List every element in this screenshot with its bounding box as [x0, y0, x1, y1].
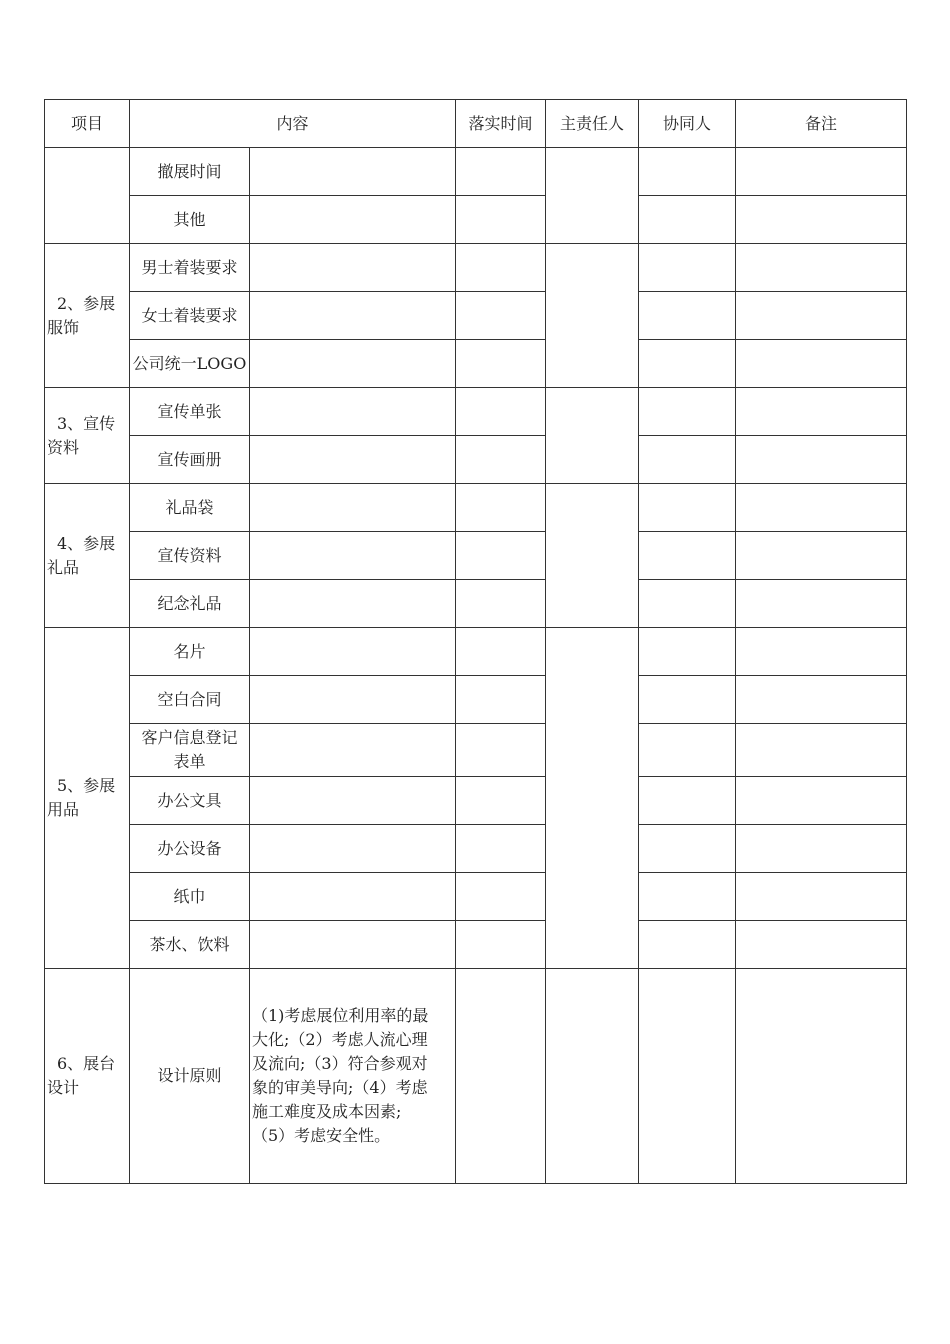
assistant-cell	[639, 148, 736, 196]
time-cell	[456, 676, 546, 724]
content-cell	[250, 825, 456, 873]
sub-item-cell: 礼品袋	[130, 484, 250, 532]
group-label-line: 2、参展	[57, 293, 116, 313]
time-cell	[456, 196, 546, 244]
table-row	[45, 777, 907, 825]
owner-cell	[546, 969, 639, 1184]
group-label-line: 5、参展	[57, 776, 116, 795]
time-cell	[456, 580, 546, 628]
content-cell	[250, 532, 456, 580]
remarks-cell	[736, 969, 907, 1184]
remarks-cell	[736, 196, 907, 244]
sub-item-cell: 名片	[130, 628, 250, 676]
group-label-cell	[45, 484, 130, 628]
sub-item-cell: 宣传画册	[130, 436, 250, 484]
remarks-cell	[736, 148, 907, 196]
time-cell	[456, 484, 546, 532]
table-row	[45, 148, 907, 196]
content-cell	[250, 436, 456, 484]
table-row	[45, 724, 907, 777]
time-cell	[456, 292, 546, 340]
time-cell	[456, 532, 546, 580]
table-row	[45, 340, 907, 388]
note-line: 及流向;（3）符合参观对	[252, 1054, 428, 1073]
content-cell	[250, 873, 456, 921]
assistant-cell	[639, 921, 736, 969]
note-line: 大化;（2）考虑人流心理	[252, 1030, 428, 1049]
time-cell	[456, 724, 546, 777]
header-assistant: 协同人	[639, 100, 736, 148]
remarks-cell	[736, 676, 907, 724]
sub-item-cell: 纪念礼品	[130, 580, 250, 628]
group-label-cell	[45, 969, 130, 1184]
remarks-cell	[736, 724, 907, 777]
content-cell	[250, 676, 456, 724]
content-cell	[250, 148, 456, 196]
header-content: 内容	[130, 100, 456, 148]
sub-item-cell: 宣传单张	[130, 388, 250, 436]
time-cell	[456, 969, 546, 1184]
table-row	[45, 436, 907, 484]
time-cell	[456, 921, 546, 969]
remarks-cell	[736, 340, 907, 388]
remarks-cell	[736, 921, 907, 969]
content-cell	[250, 724, 456, 777]
assistant-cell	[639, 825, 736, 873]
assistant-cell	[639, 340, 736, 388]
table-row	[45, 532, 907, 580]
assistant-cell	[639, 244, 736, 292]
group-label-line: 6、展台	[57, 1054, 116, 1073]
group-label-line: 服饰	[47, 317, 80, 337]
remarks-cell	[736, 484, 907, 532]
assistant-cell	[639, 724, 736, 777]
note-line: 象的审美导向;（4）考虑	[252, 1078, 428, 1097]
assistant-cell	[639, 969, 736, 1184]
table-row	[45, 244, 907, 292]
sub-item-cell: 茶水、饮料	[130, 921, 250, 969]
content-cell	[250, 628, 456, 676]
owner-cell	[546, 244, 639, 388]
assistant-cell	[639, 676, 736, 724]
header-item: 项目	[45, 100, 130, 148]
time-cell	[456, 873, 546, 921]
table-row	[45, 628, 907, 676]
time-cell	[456, 388, 546, 436]
header-owner: 主责任人	[546, 100, 639, 148]
remarks-cell	[736, 825, 907, 873]
assistant-cell	[639, 484, 736, 532]
time-cell	[456, 340, 546, 388]
design-principles-note	[250, 969, 456, 1184]
group-label-cell	[45, 148, 130, 244]
time-cell	[456, 825, 546, 873]
content-cell	[250, 388, 456, 436]
assistant-cell	[639, 580, 736, 628]
sub-item-cell: 客户信息登记表单	[130, 724, 250, 777]
group-label-line: 礼品	[47, 557, 80, 577]
content-cell	[250, 777, 456, 825]
sub-item-cell: 办公文具	[130, 777, 250, 825]
table-row	[45, 873, 907, 921]
content-cell	[250, 580, 456, 628]
table-row	[45, 484, 907, 532]
assistant-cell	[639, 777, 736, 825]
table-row	[45, 825, 907, 873]
time-cell	[456, 436, 546, 484]
remarks-cell	[736, 244, 907, 292]
assistant-cell	[639, 436, 736, 484]
sub-item-cell: 空白合同	[130, 676, 250, 724]
assistant-cell	[639, 388, 736, 436]
sub-item-cell: 其他	[130, 196, 250, 244]
remarks-cell	[736, 873, 907, 921]
table-row	[45, 388, 907, 436]
sub-item-cell: 男士着装要求	[130, 244, 250, 292]
sub-item-cell: 宣传资料	[130, 532, 250, 580]
table-row	[45, 196, 907, 244]
group-label-line: 4、参展	[57, 533, 116, 553]
remarks-cell	[736, 388, 907, 436]
time-cell	[456, 628, 546, 676]
note-line: （5）考虑安全性。	[252, 1126, 391, 1145]
table-row	[45, 969, 907, 1184]
sub-item-cell: 女士着装要求	[130, 292, 250, 340]
assistant-cell	[639, 196, 736, 244]
group-label-line: 用品	[47, 800, 80, 819]
owner-cell	[546, 148, 639, 244]
remarks-cell	[736, 436, 907, 484]
header-remarks: 备注	[736, 100, 907, 148]
time-cell	[456, 148, 546, 196]
sub-item-cell: 办公设备	[130, 825, 250, 873]
owner-cell	[546, 628, 639, 969]
remarks-cell	[736, 532, 907, 580]
remarks-cell	[736, 777, 907, 825]
owner-cell	[546, 388, 639, 484]
group-label-line: 设计	[47, 1078, 80, 1097]
table-row	[45, 292, 907, 340]
assistant-cell	[639, 532, 736, 580]
group-label-line: 3、宣传	[57, 413, 116, 433]
owner-cell	[546, 484, 639, 628]
header-time: 落实时间	[456, 100, 546, 148]
content-cell	[250, 292, 456, 340]
sub-item-cell: 撤展时间	[130, 148, 250, 196]
remarks-cell	[736, 292, 907, 340]
group-label-line: 资料	[47, 437, 80, 457]
group-label-cell	[45, 244, 130, 388]
content-cell	[250, 340, 456, 388]
note-line: 施工难度及成本因素;	[252, 1102, 402, 1121]
sub-item-cell: 设计原则	[130, 969, 250, 1184]
header-row	[45, 100, 907, 148]
sub-item-cell: 纸巾	[130, 873, 250, 921]
group-label-cell	[45, 628, 130, 969]
exhibition-plan-table	[44, 99, 907, 1184]
assistant-cell	[639, 628, 736, 676]
table-row	[45, 921, 907, 969]
content-cell	[250, 484, 456, 532]
sub-item-cell: 公司统一LOGO	[130, 340, 250, 388]
time-cell	[456, 777, 546, 825]
note-line: （1)考虑展位利用率的最	[252, 1006, 429, 1025]
time-cell	[456, 244, 546, 292]
remarks-cell	[736, 580, 907, 628]
assistant-cell	[639, 873, 736, 921]
content-cell	[250, 921, 456, 969]
group-label-cell	[45, 388, 130, 484]
assistant-cell	[639, 292, 736, 340]
content-cell	[250, 244, 456, 292]
table-row	[45, 676, 907, 724]
remarks-cell	[736, 628, 907, 676]
content-cell	[250, 196, 456, 244]
table-row	[45, 580, 907, 628]
